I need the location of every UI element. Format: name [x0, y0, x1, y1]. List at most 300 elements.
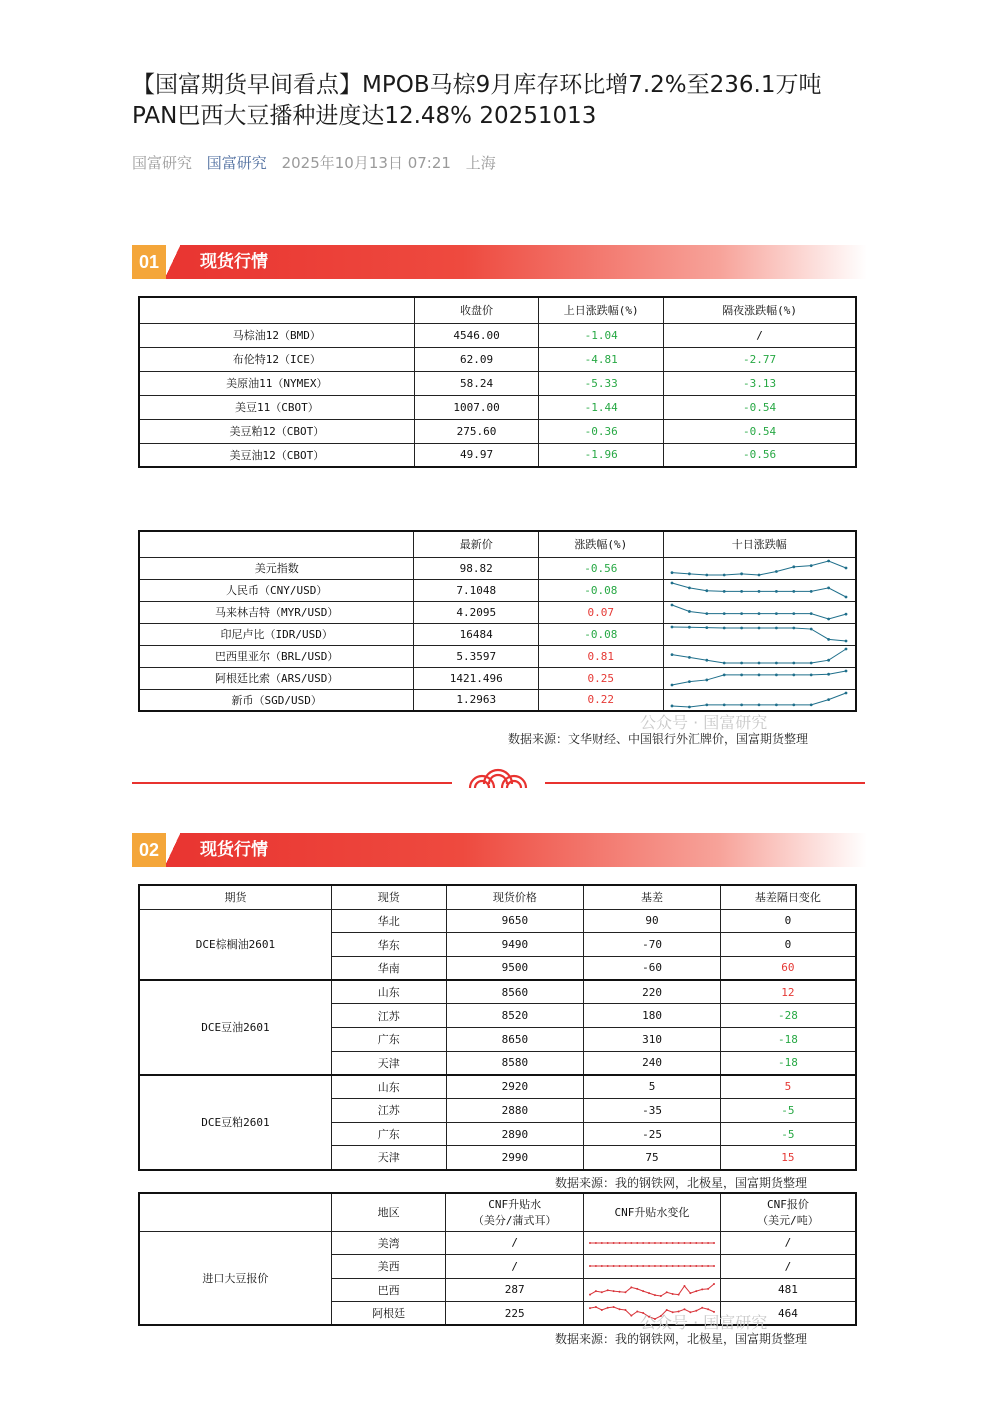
cnf-change-sparkline: [583, 1278, 720, 1302]
sparkline-point: [706, 574, 709, 577]
sparkline-point: [672, 1242, 674, 1244]
row-name: 巴西里亚尔（BRL/USD）: [139, 645, 414, 667]
sparkline-point: [810, 564, 813, 567]
premium-unit: （美分/蒲式耳）: [472, 1214, 557, 1228]
sparkline-point: [595, 1290, 597, 1292]
close-price: 62.09: [414, 347, 539, 371]
spot-region: 天津: [331, 1051, 446, 1075]
soybean-import-table: [138, 1192, 857, 1326]
ten-day-sparkline: [663, 645, 856, 667]
sparkline-point: [827, 659, 830, 662]
sparkline-point: [648, 1242, 650, 1244]
sparkline-chart: [669, 646, 849, 666]
row-name: 美原油11（NYMEX）: [139, 371, 414, 395]
spot-price: 8650: [446, 1027, 584, 1051]
sparkline-point: [589, 1265, 591, 1267]
spot-price: 9500: [446, 956, 584, 980]
change-pct: -0.56: [539, 557, 664, 579]
sparkline-point: [624, 1242, 626, 1244]
sparkline-point: [677, 1293, 679, 1295]
table-row: [139, 557, 856, 579]
sparkline-point: [589, 1293, 591, 1295]
sparkline-point: [683, 1265, 685, 1267]
sparkline-point: [671, 582, 674, 585]
col-header-basis: 基差: [584, 885, 721, 909]
spot-region: 天津: [331, 1146, 446, 1170]
basis: -25: [584, 1122, 721, 1146]
basis-change: 0: [720, 909, 856, 933]
spot-region: 江苏: [331, 1099, 446, 1123]
sparkline-point: [827, 673, 830, 676]
col-header-change: 涨跌幅(%): [539, 531, 664, 557]
table-row: [139, 645, 856, 667]
sparkline-point: [758, 574, 761, 577]
sparkline-point: [636, 1288, 638, 1290]
sparkline-point: [740, 627, 743, 630]
table-row: [139, 601, 856, 623]
basis-change: -5: [720, 1099, 856, 1123]
sparkline-point: [706, 703, 709, 706]
basis: 180: [584, 1004, 721, 1028]
change-pct: 0.25: [539, 667, 664, 689]
group-label: 进口大豆报价: [139, 1231, 331, 1325]
sparkline-point: [688, 572, 691, 575]
row-name: 马棕油12（BMD）: [139, 323, 414, 347]
divider-left: [132, 782, 452, 784]
day-change: -4.81: [539, 347, 664, 371]
sparkline-point: [695, 1290, 697, 1292]
sparkline-point: [775, 703, 778, 706]
sparkline-point: [845, 613, 848, 616]
sparkline-point: [642, 1242, 644, 1244]
sparkline-point: [671, 653, 674, 656]
quote-label: CNF报价: [767, 1198, 809, 1212]
basis-change: -18: [720, 1051, 856, 1075]
col-header-futures: 期货: [139, 885, 331, 909]
sparkline-point: [660, 1295, 662, 1297]
table-row: [139, 443, 856, 467]
sparkline-point: [618, 1242, 620, 1244]
sparkline-chart: [669, 558, 849, 578]
col-header-spot: 现货: [331, 885, 446, 909]
sparkline-point: [636, 1311, 638, 1313]
origin-region: 阿根廷: [331, 1302, 446, 1326]
sparkline-point: [740, 572, 743, 575]
basis-change: 60: [720, 956, 856, 980]
row-name: 布伦特12（ICE）: [139, 347, 414, 371]
day-change: -0.36: [539, 419, 664, 443]
sparkline-point: [671, 684, 674, 687]
latest-price: 1.2963: [414, 689, 539, 711]
basis-change: 12: [720, 980, 856, 1004]
sparkline-point: [810, 590, 813, 593]
sparkline-point: [707, 1288, 709, 1290]
sparkline-point: [607, 1242, 609, 1244]
latest-price: 1421.496: [414, 667, 539, 689]
sparkline-point: [706, 626, 709, 629]
section-number: 01: [132, 245, 166, 279]
spot-price: 2890: [446, 1122, 584, 1146]
col-header-cnf-change: CNF升贴水变化: [583, 1193, 720, 1231]
origin-region: 巴西: [331, 1278, 446, 1302]
cnf-premium: /: [446, 1255, 584, 1279]
ten-day-sparkline: [663, 623, 856, 645]
ten-day-sparkline: [663, 667, 856, 689]
sparkline-point: [630, 1242, 632, 1244]
sparkline-point: [689, 1292, 691, 1294]
night-change: -2.77: [664, 347, 856, 371]
spot-region: 广东: [331, 1122, 446, 1146]
basis-change: 5: [720, 1075, 856, 1099]
basis: 5: [584, 1075, 721, 1099]
sparkline-point: [701, 1288, 703, 1290]
col-header-name: [139, 297, 414, 323]
basis: -70: [584, 933, 721, 957]
day-change: -5.33: [539, 371, 664, 395]
sparkline-point: [758, 673, 761, 676]
sparkline-chart: [587, 1234, 717, 1252]
sparkline-point: [660, 1242, 662, 1244]
cnf-quote: /: [720, 1255, 856, 1279]
row-name: 人民币（CNY/USD）: [139, 579, 414, 601]
spot-price: 8520: [446, 1004, 584, 1028]
table-row: [139, 1231, 856, 1255]
sparkline-point: [713, 1265, 715, 1267]
sparkline-point: [810, 673, 813, 676]
sparkline-point: [648, 1265, 650, 1267]
table-row: [139, 1075, 856, 1099]
sparkline-point: [793, 612, 796, 615]
sparkline-point: [775, 627, 778, 630]
col-header-name: [139, 531, 414, 557]
sparkline-point: [845, 691, 848, 694]
sparkline-point: [654, 1242, 656, 1244]
sparkline-point: [589, 1242, 591, 1244]
sparkline-chart: [587, 1281, 717, 1299]
sparkline-point: [706, 612, 709, 615]
close-price: 275.60: [414, 419, 539, 443]
sparkline-point: [642, 1265, 644, 1267]
spot-region: 山东: [331, 980, 446, 1004]
basis: 240: [584, 1051, 721, 1075]
sparkline-point: [677, 1242, 679, 1244]
day-change: -1.96: [539, 443, 664, 467]
row-name: 美豆油12（CBOT）: [139, 443, 414, 467]
sparkline-point: [624, 1291, 626, 1293]
spot-price: 2990: [446, 1146, 584, 1170]
sparkline-point: [671, 626, 674, 629]
table-row: [139, 347, 856, 371]
sparkline-point: [740, 590, 743, 593]
location: 上海: [465, 154, 496, 172]
change-pct: 0.22: [539, 689, 664, 711]
sparkline-point: [701, 1265, 703, 1267]
section-title: 现货行情: [200, 252, 268, 272]
sparkline-point: [845, 596, 848, 599]
sparkline-point: [793, 565, 796, 568]
latest-price: 5.3597: [414, 645, 539, 667]
table-row: [139, 395, 856, 419]
col-header-night-change: 隔夜涨跌幅(%): [664, 297, 856, 323]
table-row: [139, 623, 856, 645]
sparkline-point: [706, 679, 709, 682]
sparkline-point: [845, 670, 848, 673]
article-title: 【国富期货早间看点】MPOB马棕9月库存环比增7.2%至236.1万吨 PAN巴西大豆播种进度达12.48% 20251013: [132, 72, 822, 129]
col-header-blank: [139, 1193, 331, 1231]
cnf-change-sparkline: [583, 1231, 720, 1255]
col-header-day-change: 上日涨跌幅(%): [539, 297, 664, 323]
row-name: 美豆粕12（CBOT）: [139, 419, 414, 443]
spot-region: 华南: [331, 956, 446, 980]
spot-price: 8580: [446, 1051, 584, 1075]
futures-table: [138, 296, 857, 468]
table-row: [139, 371, 856, 395]
table-row: [139, 323, 856, 347]
sparkline-point: [827, 618, 830, 621]
sparkline-point: [689, 1265, 691, 1267]
sparkline-point: [723, 673, 726, 676]
spot-price: 2880: [446, 1099, 584, 1123]
table-row: [139, 579, 856, 601]
sparkline-point: [723, 662, 726, 665]
sparkline-point: [740, 673, 743, 676]
sparkline-point: [793, 703, 796, 706]
section-title: 现货行情: [200, 840, 268, 860]
spot-price: 2920: [446, 1075, 584, 1099]
cnf-premium: /: [446, 1231, 584, 1255]
sparkline-point: [595, 1265, 597, 1267]
table-row: [139, 909, 856, 933]
sparkline-line: [672, 649, 846, 663]
col-header-spot-price: 现货价格: [446, 885, 584, 909]
sparkline-point: [758, 703, 761, 706]
spot-price: 9490: [446, 933, 584, 957]
ten-day-sparkline: [663, 689, 856, 711]
sparkline-point: [613, 1290, 615, 1292]
basis-change: 15: [720, 1146, 856, 1170]
sparkline-point: [624, 1265, 626, 1267]
sparkline-point: [648, 1292, 650, 1294]
sparkline-point: [775, 570, 778, 573]
sparkline-line: [672, 671, 846, 685]
sparkline-point: [630, 1265, 632, 1267]
col-header-region: 地区: [331, 1193, 446, 1231]
sparkline-point: [713, 1242, 715, 1244]
sparkline-point: [688, 705, 691, 708]
sparkline-chart: [669, 602, 849, 622]
sparkline-point: [589, 1307, 591, 1309]
table-row: [139, 689, 856, 711]
futures-contract: DCE豆油2601: [139, 980, 331, 1075]
divider-right: [545, 782, 865, 784]
sparkline-point: [758, 662, 761, 665]
sparkline-point: [654, 1294, 656, 1296]
sparkline-point: [695, 1265, 697, 1267]
sparkline-point: [713, 1283, 715, 1285]
row-name: 美元指数: [139, 557, 414, 579]
sparkline-point: [618, 1308, 620, 1310]
watermark-2: 公众号 · 国富研究: [640, 1313, 768, 1332]
sparkline-point: [793, 673, 796, 676]
spot-region: 江苏: [331, 1004, 446, 1028]
basis-change: 0: [720, 933, 856, 957]
cnf-change-sparkline: [583, 1255, 720, 1279]
spot-region: 华北: [331, 909, 446, 933]
night-change: /: [664, 323, 856, 347]
sparkline-point: [677, 1265, 679, 1267]
basis-change: -5: [720, 1122, 856, 1146]
sparkline-point: [613, 1242, 615, 1244]
latest-price: 4.2095: [414, 601, 539, 623]
sparkline-point: [810, 703, 813, 706]
night-change: -0.54: [664, 419, 856, 443]
col-header-ten-day: 十日涨跌幅: [663, 531, 856, 557]
sparkline-point: [654, 1265, 656, 1267]
sparkline-chart: [669, 580, 849, 600]
cnf-quote: 481: [720, 1278, 856, 1302]
sparkline-point: [810, 662, 813, 665]
row-name: 印尼卢比（IDR/USD）: [139, 623, 414, 645]
sparkline-point: [723, 590, 726, 593]
sparkline-point: [723, 627, 726, 630]
spot-region: 广东: [331, 1027, 446, 1051]
section-slash-decoration: [166, 833, 182, 867]
sparkline-point: [595, 1306, 597, 1308]
origin-region: 美湾: [331, 1231, 446, 1255]
sparkline-point: [607, 1265, 609, 1267]
sparkline-point: [758, 627, 761, 630]
cnf-quote: 464: [720, 1302, 856, 1326]
cnf-quote: /: [720, 1231, 856, 1255]
col-header-cnf-quote: [720, 1193, 856, 1231]
sparkline-point: [723, 612, 726, 615]
sparkline-point: [827, 698, 830, 701]
sparkline-point: [607, 1307, 609, 1309]
futures-contract: DCE豆粕2601: [139, 1075, 331, 1170]
sparkline-point: [595, 1242, 597, 1244]
row-name: 阿根廷比索（ARS/USD）: [139, 667, 414, 689]
sparkline-point: [827, 560, 830, 563]
cnf-premium: 287: [446, 1278, 584, 1302]
sparkline-point: [793, 627, 796, 630]
night-change: -3.13: [664, 371, 856, 395]
basis: -35: [584, 1099, 721, 1123]
sparkline-point: [701, 1242, 703, 1244]
sparkline-point: [618, 1290, 620, 1292]
section-slash-decoration: [166, 245, 182, 279]
sparkline-point: [689, 1242, 691, 1244]
close-price: 58.24: [414, 371, 539, 395]
spot-price: 9650: [446, 909, 584, 933]
sparkline-point: [613, 1306, 615, 1308]
sparkline-point: [810, 628, 813, 631]
sparkline-point: [660, 1265, 662, 1267]
sparkline-point: [758, 612, 761, 615]
sparkline-point: [701, 1307, 703, 1309]
sparkline-chart: [669, 690, 849, 710]
sparkline-point: [688, 587, 691, 590]
sparkline-point: [683, 1285, 685, 1287]
sparkline-point: [607, 1289, 609, 1291]
col-header-basis-change: 基差隔日变化: [720, 885, 856, 909]
sparkline-point: [775, 662, 778, 665]
account-link[interactable]: 国富研究: [206, 154, 267, 172]
night-change: -0.54: [664, 395, 856, 419]
sparkline-point: [845, 640, 848, 643]
night-change: -0.56: [664, 443, 856, 467]
close-price: 1007.00: [414, 395, 539, 419]
cloud-ornament-icon: [466, 762, 530, 790]
sparkline-point: [810, 612, 813, 615]
sparkline-point: [688, 656, 691, 659]
basis: 90: [584, 909, 721, 933]
basis: 310: [584, 1027, 721, 1051]
sparkline-point: [666, 1291, 668, 1293]
sparkline-point: [775, 612, 778, 615]
basis: 75: [584, 1146, 721, 1170]
basis-change: -28: [720, 1004, 856, 1028]
sparkline-point: [618, 1265, 620, 1267]
sparkline-point: [672, 1293, 674, 1295]
sparkline-point: [624, 1309, 626, 1311]
sparkline-point: [671, 704, 674, 707]
sparkline-point: [666, 1265, 668, 1267]
change-pct: 0.07: [539, 601, 664, 623]
spot-region: 山东: [331, 1075, 446, 1099]
close-price: 49.97: [414, 443, 539, 467]
quote-unit: （美元/吨）: [757, 1214, 819, 1228]
basis: -60: [584, 956, 721, 980]
col-header-latest: 最新价: [414, 531, 539, 557]
ten-day-sparkline: [663, 579, 856, 601]
sparkline-chart: [669, 668, 849, 688]
origin-region: 美西: [331, 1255, 446, 1279]
cnf-premium: 225: [446, 1302, 584, 1326]
sparkline-point: [707, 1265, 709, 1267]
sparkline-point: [845, 648, 848, 651]
sparkline-point: [723, 703, 726, 706]
publish-time: 2025年10月13日 07:21: [281, 154, 451, 172]
row-name: 新币（SGD/USD）: [139, 689, 414, 711]
col-header-cnf-premium: [446, 1193, 584, 1231]
sparkline-point: [706, 589, 709, 592]
section-header-01: [132, 245, 867, 279]
sparkline-point: [636, 1242, 638, 1244]
table-row: [139, 419, 856, 443]
close-price: 4546.00: [414, 323, 539, 347]
data-source-3: 数据来源：我的钢铁网，北极星，国富期货整理: [555, 1332, 808, 1346]
col-header-close: 收盘价: [414, 297, 539, 323]
latest-price: 7.1048: [414, 579, 539, 601]
sparkline-point: [601, 1309, 603, 1311]
fx-table: [138, 530, 857, 712]
sparkline-point: [630, 1315, 632, 1317]
day-change: -1.44: [539, 395, 664, 419]
sparkline-line: [672, 605, 846, 619]
sparkline-point: [601, 1242, 603, 1244]
ten-day-sparkline: [663, 601, 856, 623]
sparkline-point: [758, 590, 761, 593]
sparkline-point: [695, 1242, 697, 1244]
sparkline-point: [845, 567, 848, 570]
data-source-2: 数据来源：我的钢铁网，北极星，国富期货整理: [555, 1176, 808, 1190]
sparkline-point: [672, 1265, 674, 1267]
table-row: [139, 667, 856, 689]
table-row: [139, 980, 856, 1004]
sparkline-point: [642, 1290, 644, 1292]
latest-price: 16484: [414, 623, 539, 645]
sparkline-line: [672, 561, 846, 575]
